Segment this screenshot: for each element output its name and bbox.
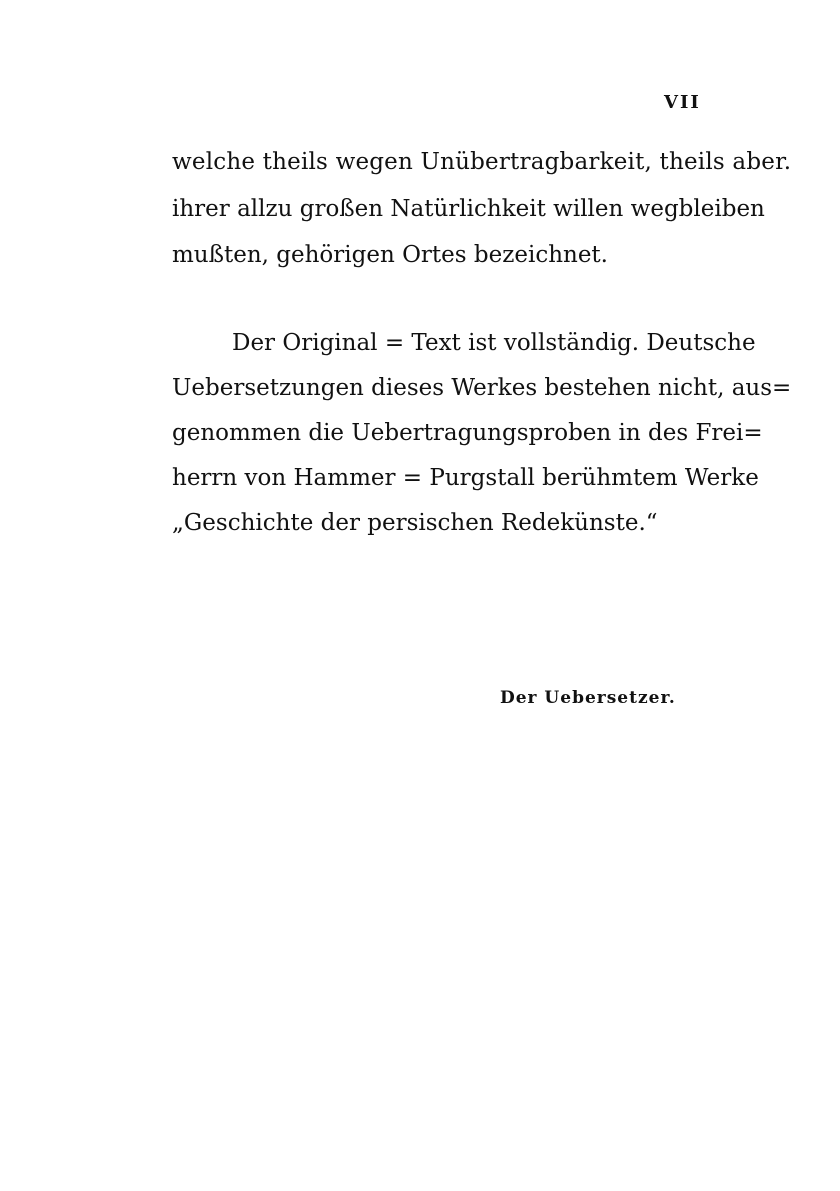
paragraph-1-line: welche theils wegen Unübertragbarkeit, theils aber. — [172, 149, 792, 175]
signature: Der Uebersetzer. — [500, 688, 676, 708]
paragraph-2-line: genommen die Uebertragungsproben in des Frei= — [172, 420, 763, 446]
paragraph-2-line: herrn von Hammer = Purgstall berühmtem Werke — [172, 465, 759, 491]
page-number: VII — [664, 92, 701, 113]
paragraph-1-line: ihrer allzu großen Natürlichkeit willen wegbleiben — [172, 196, 765, 222]
paragraph-2-line: Uebersetzungen dieses Werkes bestehen nicht, aus= — [172, 375, 792, 401]
paragraph-1-line: mußten, gehörigen Ortes bezeichnet. — [172, 242, 608, 268]
paragraph-2-line: Der Original = Text ist vollständig. Deutsche — [232, 330, 756, 356]
paragraph-2-line: „Geschichte der persischen Redekünste.“ — [172, 510, 658, 536]
